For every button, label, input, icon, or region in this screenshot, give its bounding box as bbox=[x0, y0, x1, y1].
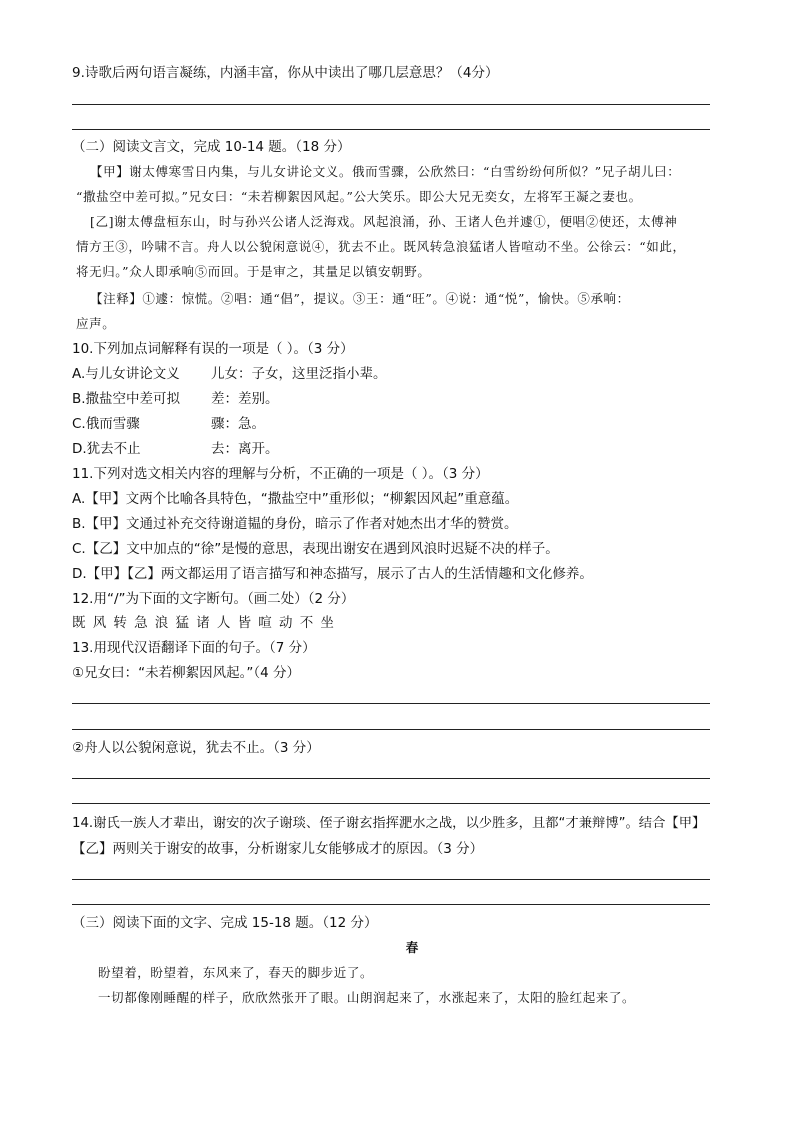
q14-stem-line: 【乙】两则关于谢安的故事，分析谢家儿女能够成才的原因。（3 分） bbox=[72, 841, 484, 857]
q13-item1: ①兄女曰：“未若柳絮因风起。”（4 分） bbox=[72, 665, 300, 681]
answer-line bbox=[72, 729, 710, 730]
q11-option: D.【甲】【乙】两文都运用了语言描写和神态描写，展示了古人的生活情趣和文化修养。 bbox=[72, 566, 593, 582]
passage-paragraph: 盼望着，盼望着，东风来了，春天的脚步近了。 bbox=[98, 965, 374, 980]
passage-yi-line: 情方王③，吟啸不言。舟人以公貌闲意说④，犹去不止。既风转急浪猛诸人皆喧动不坐。公徐云：“如此， bbox=[76, 239, 686, 254]
passage-jia-line: “撒盐空中差可拟。”兄女曰：“未若柳絮因风起。”公大笑乐。即公大兄无奕女，左将军王凝之妻也。 bbox=[76, 189, 642, 204]
q11-stem: 11.下列对选文相关内容的理解与分析，不正确的一项是（ ）。（3 分） bbox=[72, 466, 489, 482]
passage-title: 春 bbox=[405, 940, 419, 955]
q10-option-gloss: 差：差别。 bbox=[211, 391, 279, 407]
section2-header: （二）阅读文言文，完成 10-14 题。（18 分） bbox=[72, 139, 351, 155]
passage-yi-line: [乙]谢太傅盘桓东山，时与孙兴公诸人泛海戏。风起浪涌，孙、王诸人色并遽①，便唱②使还，太傅神 bbox=[90, 214, 678, 229]
passage-yi-line: 将无归。”众人即承响⑤而回。于是审之，其量足以镇安朝野。 bbox=[76, 264, 431, 279]
answer-line bbox=[72, 129, 710, 130]
annotation-line: 应声。 bbox=[76, 316, 116, 331]
q10-option-gloss: 儿女：子女，这里泛指小辈。 bbox=[211, 366, 387, 382]
answer-line bbox=[72, 803, 710, 804]
answer-line bbox=[72, 904, 710, 905]
passage-paragraph: 一切都像刚睡醒的样子，欣欣然张开了眼。山朗润起来了，水涨起来了，太阳的脸红起来了。 bbox=[98, 990, 636, 1005]
answer-line bbox=[72, 104, 710, 105]
section3-header: （三）阅读下面的文字、完成 15-18 题。（12 分） bbox=[72, 915, 378, 931]
answer-line bbox=[72, 778, 710, 779]
q10-option-gloss: 去：离开。 bbox=[211, 441, 279, 457]
answer-line bbox=[72, 703, 710, 704]
q11-option: A.【甲】文两个比喻各具特色，“撒盐空中”重形似；“柳絮因风起”重意蕴。 bbox=[72, 491, 519, 507]
q10-option-phrase: B.撒盐空中差可拟 bbox=[72, 391, 181, 407]
q10-option-phrase: D.犹去不止 bbox=[72, 441, 141, 457]
q10-option-gloss: 骤：急。 bbox=[211, 416, 265, 432]
q11-option: B.【甲】文通过补充交待谢道韫的身份，暗示了作者对她杰出才华的赞赏。 bbox=[72, 516, 518, 532]
q12-sentence: 既风转急浪猛诸人皆喧动不坐 bbox=[72, 615, 342, 631]
q11-option: C.【乙】文中加点的“徐”是慢的意思，表现出谢安在遇到风浪时迟疑不决的样子。 bbox=[72, 541, 559, 557]
q14-stem-line: 14.谢氏一族人才辈出，谢安的次子谢琰、侄子谢玄指挥淝水之战，以少胜多，且都“才兼辩博”。结合【甲】 bbox=[72, 816, 706, 831]
passage-jia-line: 【甲】谢太傅寒雪日内集，与儿女讲论文义。俄而雪骤，公欣然曰：“白雪纷纷何所似？”兄子胡儿曰： bbox=[90, 164, 681, 179]
q10-stem: 10.下列加点词解释有误的一项是（ ）。（3 分） bbox=[72, 341, 354, 357]
q9-stem: 9.诗歌后两句语言凝练，内涵丰富，你从中读出了哪几层意思？（4分） bbox=[72, 65, 499, 81]
q13-item2: ②舟人以公貌闲意说，犹去不止。（3 分） bbox=[72, 740, 320, 756]
annotation-line: 【注释】①遽：惊慌。②唱：通“倡”，提议。③王：通“旺”。④说：通“悦”，愉快。⑤承响： bbox=[90, 291, 630, 306]
answer-line bbox=[72, 879, 710, 880]
q13-stem: 13.用现代汉语翻译下面的句子。（7 分） bbox=[72, 640, 316, 656]
q12-stem: 12.用“/”为下面的文字断句。（画二处）（2 分） bbox=[72, 591, 355, 607]
q10-option-phrase: A.与儿女讲论文义 bbox=[72, 366, 180, 382]
q10-option-phrase: C.俄而雪骤 bbox=[72, 416, 140, 432]
